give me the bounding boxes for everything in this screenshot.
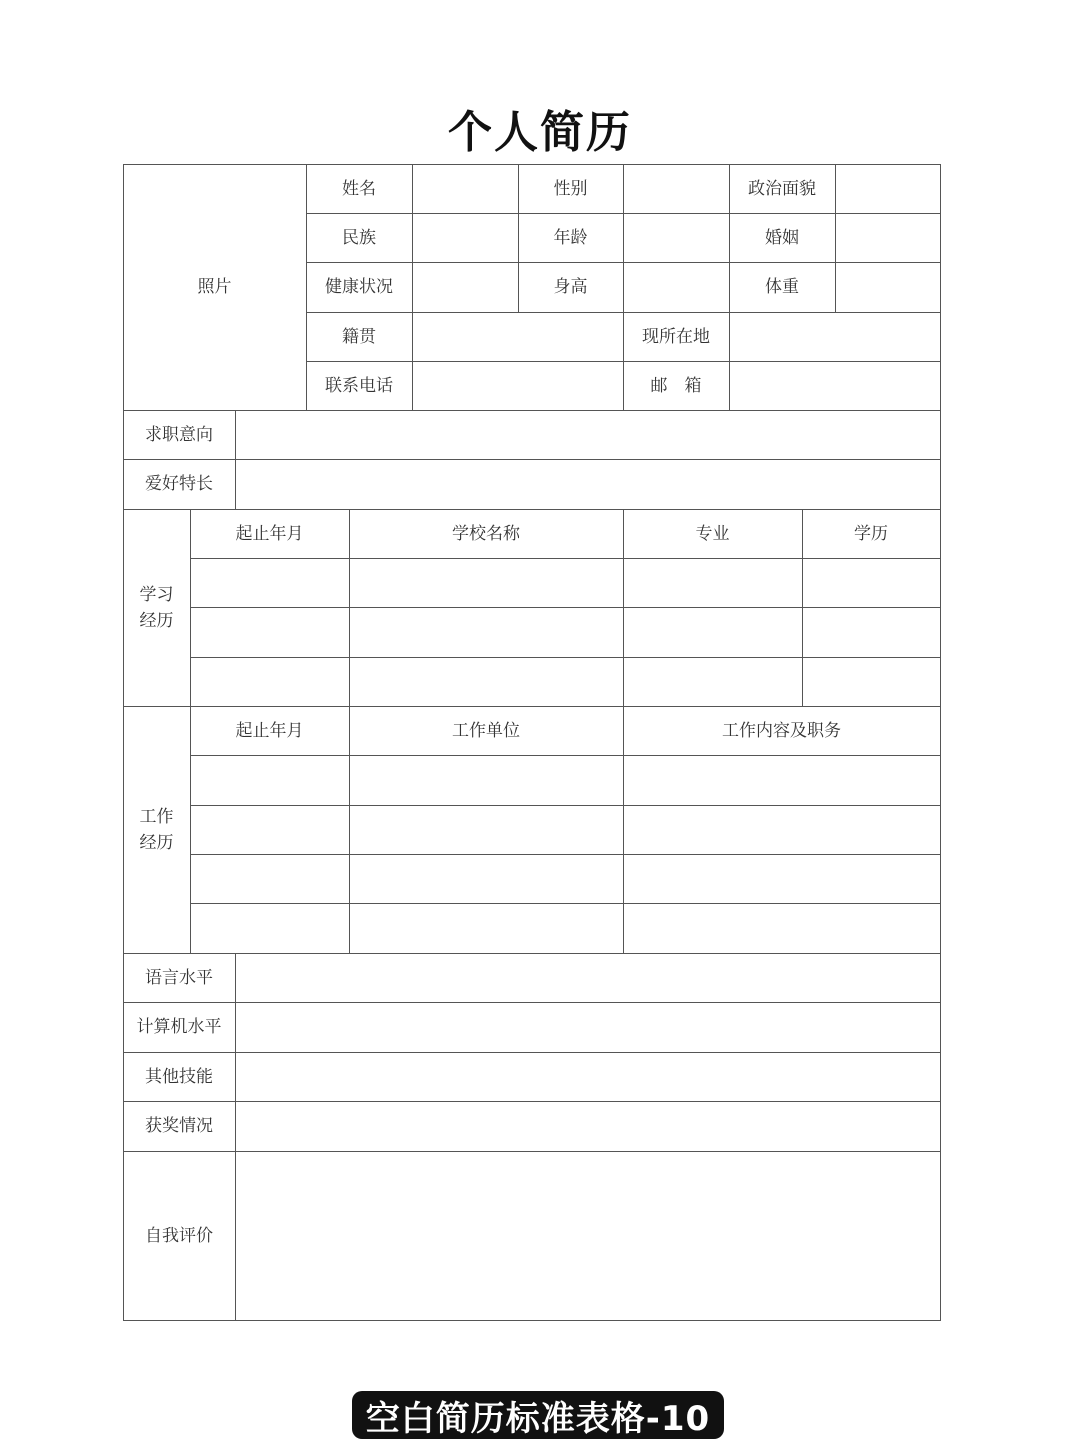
name-field[interactable]	[412, 164, 518, 213]
weight-field[interactable]	[835, 262, 940, 312]
work-row-2[interactable]	[190, 805, 940, 854]
height-label: 身高	[553, 277, 588, 297]
native-place-field[interactable]	[412, 312, 623, 361]
health-label: 健康状况	[325, 277, 393, 297]
language-label: 语言水平	[145, 967, 213, 988]
email-label: 邮 箱	[650, 375, 702, 396]
job-intention-field[interactable]	[235, 410, 940, 459]
education-row-2[interactable]	[190, 607, 940, 657]
phone-label: 联系电话	[325, 375, 393, 396]
work-row-4[interactable]	[190, 903, 940, 953]
education-header-school: 学校名称	[452, 523, 520, 544]
work-header-duties: 工作内容及职务	[722, 720, 841, 741]
grid-line	[940, 164, 941, 1321]
current-location-field[interactable]	[729, 312, 940, 361]
political-label: 政治面貌	[748, 178, 816, 199]
grid-line	[123, 1320, 941, 1321]
other-skills-field[interactable]	[235, 1052, 940, 1101]
hobbies-label: 爱好特长	[145, 474, 213, 494]
education-row-1[interactable]	[190, 558, 940, 607]
native-place-label: 籍贯	[342, 326, 376, 347]
ethnicity-field[interactable]	[412, 213, 518, 262]
marital-field[interactable]	[835, 213, 940, 262]
work-row-1[interactable]	[190, 755, 940, 805]
phone-field[interactable]	[412, 361, 623, 410]
name-label: 姓名	[342, 178, 376, 199]
gender-label: 性别	[553, 178, 588, 199]
gender-field[interactable]	[623, 164, 729, 213]
email-field[interactable]	[729, 361, 940, 410]
health-field[interactable]	[412, 262, 518, 312]
awards-label: 获奖情况	[145, 1116, 213, 1136]
computer-label: 计算机水平	[136, 1017, 222, 1037]
footer-badge: 空白简历标准表格-10	[352, 1391, 724, 1439]
ethnicity-label: 民族	[342, 227, 376, 248]
height-field[interactable]	[623, 262, 729, 312]
language-field[interactable]	[235, 953, 940, 1002]
age-label: 年龄	[553, 227, 588, 248]
work-section-label: 工作 经历	[139, 806, 174, 853]
photo-box[interactable]: 照片	[197, 277, 232, 297]
self-evaluation-label: 自我评价	[145, 1225, 213, 1246]
education-header-period: 起止年月	[235, 523, 304, 544]
education-section-label: 学习 经历	[139, 584, 174, 631]
work-row-3[interactable]	[190, 854, 940, 903]
self-evaluation-field[interactable]	[235, 1151, 940, 1320]
education-header-degree: 学历	[854, 523, 888, 544]
job-intention-label: 求职意向	[145, 424, 213, 445]
education-row-3[interactable]	[190, 657, 940, 706]
political-field[interactable]	[835, 164, 940, 213]
page-title: 个人简历	[448, 107, 632, 158]
computer-field[interactable]	[235, 1002, 940, 1052]
work-header-employer: 工作单位	[452, 720, 520, 741]
age-field[interactable]	[623, 213, 729, 262]
awards-field[interactable]	[235, 1101, 940, 1151]
work-header-period: 起止年月	[235, 720, 304, 741]
current-location-label: 现所在地	[642, 326, 710, 347]
education-header-major: 专业	[695, 523, 730, 544]
hobbies-field[interactable]	[235, 459, 940, 509]
marital-label: 婚姻	[765, 227, 799, 248]
other-skills-label: 其他技能	[145, 1066, 213, 1087]
weight-label: 体重	[765, 277, 799, 297]
